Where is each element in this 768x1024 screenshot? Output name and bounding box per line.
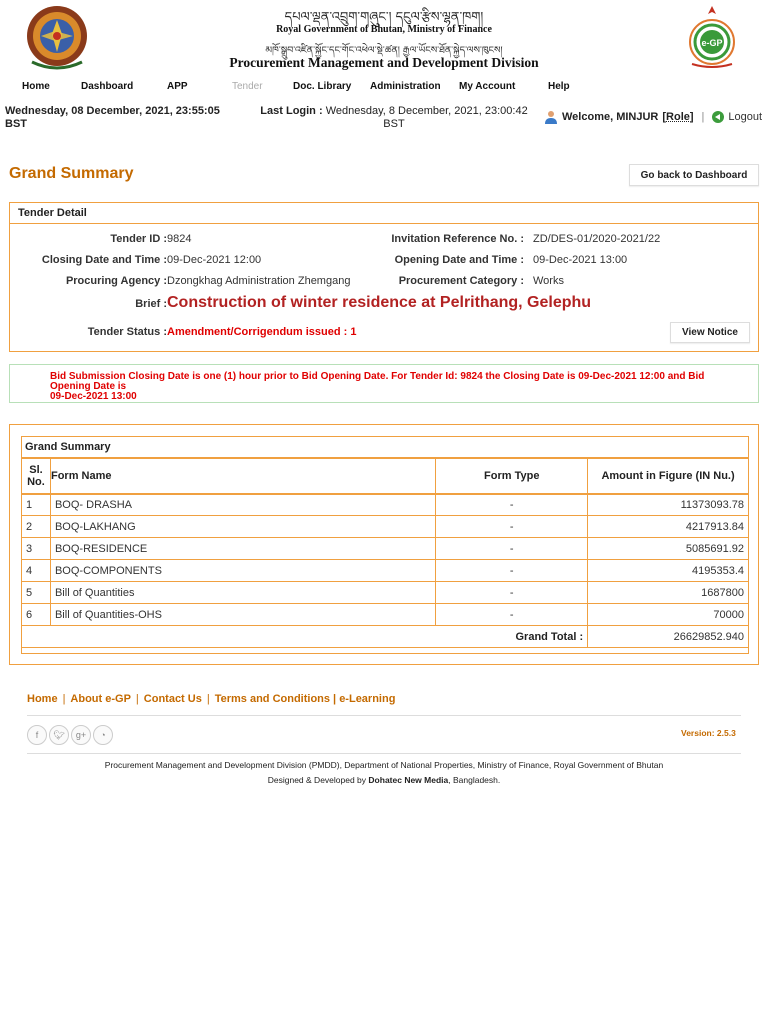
last-login-label: Last Login :	[260, 105, 323, 117]
tender-status-value: Amendment/Corrigendum issued : 1	[167, 326, 357, 338]
row-amount: 5085691.92	[588, 538, 749, 560]
view-notice-button[interactable]: View Notice	[670, 322, 750, 343]
closing-date-label: Closing Date and Time :	[41, 254, 167, 266]
dzongkha-division: མཁོ་སྒྲུབ་འཛིན་སྐྱོང་དང་གོང་འཕེལ་སྡེ་ཚན། རྒྱལ་ཡོངས་ཐོན་སྐྱེད་ལས་ཁུངས།	[265, 45, 503, 56]
google-plus-icon[interactable]: g+	[71, 725, 91, 745]
table-header-row	[22, 459, 749, 494]
row-sl-no: 1	[22, 494, 51, 516]
invitation-ref-value: ZD/DES-01/2020-2021/22	[533, 233, 661, 245]
grand-total-value: 26629852.940	[588, 626, 749, 648]
egp-logo-text: e-GP	[701, 38, 723, 48]
row-sl-no: 6	[22, 604, 51, 626]
footer-link-terms-elearning[interactable]: Terms and Conditions | e-Learning	[214, 693, 396, 705]
tender-detail-heading: Tender Detail	[10, 203, 758, 224]
footer-divider: |	[135, 693, 139, 705]
current-datetime	[5, 105, 230, 131]
bid-closing-notice	[9, 364, 759, 403]
nav-tender[interactable]: Tender	[232, 81, 263, 92]
row-form-type: -	[436, 538, 588, 560]
developer-prefix: Designed & Developed by	[267, 775, 367, 785]
rss-icon[interactable]: ◔	[93, 725, 113, 745]
opening-date-value: 09-Dec-2021 13:00	[533, 254, 628, 266]
footer-developer-line	[0, 775, 768, 785]
version-label: Version: 2.5.3	[681, 728, 736, 738]
row-form-type: -	[436, 560, 588, 582]
go-back-dashboard-button[interactable]: Go back to Dashboard	[629, 164, 759, 186]
procurement-category-value: Works	[533, 275, 564, 287]
user-welcome	[544, 110, 762, 124]
nav-administration[interactable]: Administration	[370, 81, 441, 92]
last-login-value: Wednesday, 8 December, 2021, 23:00:42	[325, 105, 528, 117]
notice-line-2: 09-Dec-2021 13:00	[50, 391, 137, 402]
procuring-agency-value: Dzongkhag Administration Zhemgang	[167, 275, 351, 287]
table-row	[22, 604, 749, 626]
sl-no-header-line-2: No.	[27, 475, 45, 488]
row-amount: 1687800	[588, 582, 749, 604]
row-form-type: -	[436, 604, 588, 626]
last-login-tz: BST	[383, 118, 405, 130]
twitter-icon[interactable]: 🐦︎	[49, 725, 69, 745]
nav-my-account[interactable]: My Account	[459, 81, 516, 92]
brief-value: Construction of winter residence at Pelrithang, Gelephu	[167, 294, 592, 311]
footer-links	[27, 693, 395, 705]
welcome-text: Welcome, MINJUR	[562, 111, 659, 123]
row-form-name: Bill of Quantities-OHS	[50, 604, 435, 626]
developer-suffix: , Bangladesh.	[448, 775, 501, 785]
tender-id-value: 9824	[167, 233, 192, 245]
closing-date-value: 09-Dec-2021 12:00	[167, 254, 262, 266]
row-form-type: -	[436, 516, 588, 538]
notice-line-1: Bid Submission Closing Date is one (1) hour prior to Bid Opening Date. For Tender Id: 9824 the Closing Date is 09-Dec-2021 12:00 and Bid Opening Date is	[50, 371, 705, 392]
column-header-sl-no	[22, 459, 51, 494]
current-datetime-value: Wednesday, 08 December, 2021, 23:55:05	[5, 105, 220, 117]
column-header-amount: Amount in Figure (IN Nu.)	[588, 459, 749, 494]
grand-summary-box	[21, 436, 749, 654]
footer-divider: |	[62, 693, 66, 705]
table-row	[22, 560, 749, 582]
footer-link-home[interactable]: Home	[27, 693, 58, 705]
procurement-category-label: Procurement Category :	[398, 275, 524, 287]
row-amount: 11373093.78	[588, 494, 749, 516]
main-nav	[0, 78, 768, 96]
nav-dashboard[interactable]: Dashboard	[81, 81, 134, 92]
footer-divider: |	[206, 693, 210, 705]
footer-link-about[interactable]: About e-GP	[70, 693, 131, 705]
nav-app[interactable]: APP	[167, 81, 188, 92]
user-icon	[544, 110, 558, 124]
tender-detail-panel	[9, 202, 759, 352]
procuring-agency-label: Procuring Agency :	[65, 275, 167, 287]
social-links	[27, 725, 115, 745]
row-form-name: BOQ-COMPONENTS	[50, 560, 435, 582]
row-amount: 4195353.4	[588, 560, 749, 582]
row-amount: 4217913.84	[588, 516, 749, 538]
footer-credit-line: Procurement Management and Development Division (PMDD), Department of National Properties, Ministry of Finance, Royal Government of Bhutan	[104, 760, 664, 770]
brief-label: Brief :	[135, 298, 167, 310]
opening-date-label: Opening Date and Time :	[394, 254, 524, 266]
row-form-type: -	[436, 582, 588, 604]
footer-divider-line	[27, 715, 741, 716]
column-header-form-type: Form Type	[436, 459, 588, 494]
row-form-name: BOQ-RESIDENCE	[50, 538, 435, 560]
column-header-form-name: Form Name	[50, 459, 435, 494]
table-row	[22, 516, 749, 538]
page-title: Grand Summary	[9, 165, 134, 182]
table-row	[22, 538, 749, 560]
footer-link-contact[interactable]: Contact Us	[143, 693, 202, 705]
grand-total-label: Grand Total :	[22, 626, 588, 648]
row-sl-no: 4	[22, 560, 51, 582]
current-datetime-tz: BST	[5, 118, 27, 130]
ministry-name: Royal Government of Bhutan, Ministry of Finance	[276, 24, 492, 35]
footer-divider-line	[27, 753, 741, 754]
egp-logo	[686, 4, 738, 70]
facebook-icon[interactable]: f	[27, 725, 47, 745]
nav-home[interactable]: Home	[22, 81, 50, 92]
division-name: Procurement Management and Development Division	[229, 55, 539, 70]
grand-total-row	[22, 626, 749, 648]
divider: |	[701, 111, 705, 123]
logout-icon	[712, 111, 724, 123]
grand-summary-panel	[9, 424, 759, 665]
logout-button[interactable]	[712, 111, 762, 123]
logout-label: Logout	[728, 111, 763, 123]
row-sl-no: 2	[22, 516, 51, 538]
role-link[interactable]: [Role]	[662, 111, 694, 123]
row-form-type: -	[436, 494, 588, 516]
sl-no-header-line-1: Sl.	[29, 463, 43, 476]
developer-name[interactable]: Dohatec New Media	[368, 775, 449, 785]
table-row	[22, 582, 749, 604]
nav-doc-library[interactable]: Doc. Library	[293, 81, 352, 92]
bhutan-emblem-logo	[24, 4, 90, 72]
row-form-name: BOQ- DRASHA	[50, 494, 435, 516]
table-row	[22, 494, 749, 516]
tender-status-label: Tender Status :	[87, 326, 167, 338]
grand-summary-table	[21, 458, 749, 648]
row-form-name: BOQ-LAKHANG	[50, 516, 435, 538]
row-sl-no: 3	[22, 538, 51, 560]
tender-id-label: Tender ID :	[110, 233, 167, 245]
row-form-name: Bill of Quantities	[50, 582, 435, 604]
site-header	[0, 0, 768, 76]
last-login	[256, 105, 532, 131]
row-sl-no: 5	[22, 582, 51, 604]
row-amount: 70000	[588, 604, 749, 626]
nav-help[interactable]: Help	[548, 81, 570, 92]
grand-summary-heading: Grand Summary	[22, 437, 748, 458]
dzongkha-title: དཔལ་ལྡན་འབྲུག་གཞུང་། དངུལ་རྩིས་ལྷན་ཁག།	[284, 10, 484, 25]
invitation-ref-label: Invitation Reference No. :	[391, 233, 524, 245]
